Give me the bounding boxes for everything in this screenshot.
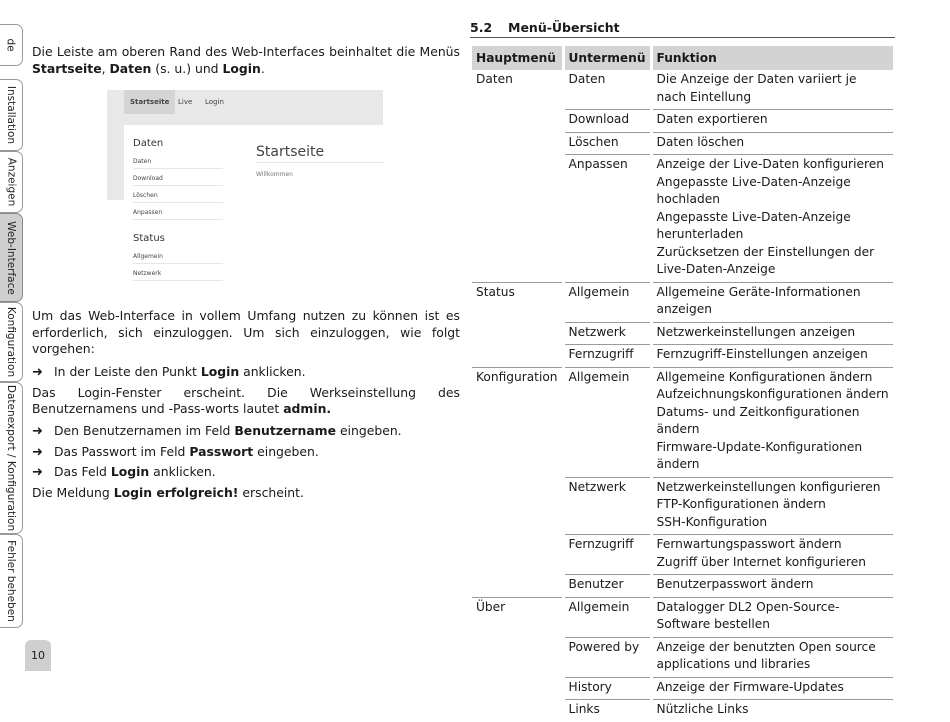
table-row <box>472 535 893 575</box>
cell-hauptmenue: Über <box>472 597 563 637</box>
tab-startseite[interactable]: Startseite <box>124 90 175 114</box>
cell-hauptmenue: Konfiguration <box>472 367 563 477</box>
menu-item-download[interactable]: Download <box>133 175 223 186</box>
cell-funktion: Daten exportieren <box>651 110 893 133</box>
left-column <box>32 44 460 77</box>
screenshot-left-margin <box>107 90 124 200</box>
tab-label: Konfiguration <box>5 306 17 378</box>
tab-konfiguration[interactable] <box>0 302 23 382</box>
cell-untermenue: Links <box>563 700 651 722</box>
cell-hauptmenue <box>472 677 563 700</box>
arrow-icon: ➜ <box>32 365 43 381</box>
tab-installation[interactable] <box>0 79 23 151</box>
table-header-row <box>472 46 893 70</box>
section-heading <box>470 20 895 38</box>
cell-hauptmenue <box>472 132 563 155</box>
table-row <box>472 132 893 155</box>
tab-label: Installation <box>5 85 17 145</box>
cell-hauptmenue <box>472 575 563 598</box>
cell-hauptmenue: Daten <box>476 72 513 86</box>
cell-funktion: Benutzerpasswort ändern <box>651 575 893 598</box>
cell-funktion: Fernwartungspasswort ändern Zugriff über Internet konfigurieren <box>651 535 893 575</box>
welcome-text: Willkommen <box>256 171 293 178</box>
cell-untermenue: Löschen <box>563 132 651 155</box>
table-row <box>472 110 893 133</box>
cell-funktion: Anzeige der Live-Daten konfigurieren Angepasste Live-Daten-Anzeige hochladen Angepasste Live-Daten-Anzeige herunterladen Zurücksetzen der Einstellungen der Live-Daten-Anzeige <box>651 155 893 283</box>
status-heading: Status <box>133 233 165 244</box>
tab-fehler-beheben[interactable] <box>0 534 23 628</box>
table-row <box>472 155 893 283</box>
table-row <box>472 345 893 368</box>
cell-hauptmenue <box>472 345 563 368</box>
login-window-paragraph: Das Login-Fenster erscheint. Die Werkseinstellung des Benutzernamens und -Pass-worts lautet admin. <box>32 384 460 417</box>
arrow-icon: ➜ <box>32 465 43 481</box>
success-paragraph: Die Meldung Login erfolgreich! erscheint. <box>32 484 304 500</box>
table-row <box>472 477 893 535</box>
cell-untermenue: Powered by <box>563 637 651 677</box>
step-item: ➜ Das Passwort im Feld Passwort eingeben. <box>32 443 319 460</box>
cell-funktion: Nützliche Links <box>651 700 893 722</box>
step-item: ➜ In der Leiste den Punkt Login anklicken. <box>32 364 306 381</box>
cell-funktion: Anzeige der benutzten Open source applications und libraries <box>651 637 893 677</box>
menu-item-daten[interactable]: Daten <box>133 158 223 169</box>
arrow-icon: ➜ <box>32 444 43 460</box>
tab-datenexport[interactable] <box>0 382 23 534</box>
menu-item-anpassen[interactable]: Anpassen <box>133 209 223 220</box>
step-item: ➜ Den Benutzernamen im Feld Benutzername eingeben. <box>32 423 402 440</box>
section-title: Menü-Übersicht <box>508 20 620 35</box>
section-number: 5.2 <box>470 20 493 35</box>
cell-untermenue: Fernzugriff <box>563 535 651 575</box>
tab-label: Anzeigen <box>5 157 18 207</box>
tab-label: Web-Interface <box>5 220 18 295</box>
tab-label: Fehler beheben <box>5 540 18 622</box>
cell-funktion: Anzeige der Firmware-Updates <box>651 677 893 700</box>
menu-item-allgemein[interactable]: Allgemein <box>133 253 223 264</box>
menu-overview-table <box>472 46 893 722</box>
cell-funktion: Netzwerkeinstellungen anzeigen <box>651 322 893 345</box>
cell-untermenue: Netzwerk <box>563 322 651 345</box>
cell-untermenue: Daten <box>563 70 651 110</box>
cell-untermenue: Download <box>563 110 651 133</box>
cell-untermenue: History <box>563 677 651 700</box>
cell-funktion: Die Anzeige der Daten variiert je nach Eintellung <box>651 70 893 110</box>
login-instructions <box>32 308 460 502</box>
tab-live[interactable]: Live <box>178 98 193 106</box>
web-interface-screenshot <box>107 90 383 292</box>
tab-web-interface[interactable] <box>0 213 23 302</box>
cell-untermenue: Anpassen <box>563 155 651 283</box>
cell-untermenue: Allgemein <box>563 367 651 477</box>
cell-funktion: Allgemeine Konfigurationen ändern Aufzeichnungskonfigurationen ändern Datums- und Zeitkonfigurationen ändern Firmware-Update-Konfigurationen ändern <box>651 367 893 477</box>
menu-item-netzwerk[interactable]: Netzwerk <box>133 270 223 281</box>
cell-hauptmenue <box>472 110 563 133</box>
cell-untermenue: Allgemein <box>563 597 651 637</box>
screenshot-content <box>124 125 383 292</box>
page-number: 10 <box>25 640 51 671</box>
cell-hauptmenue <box>472 477 563 535</box>
header-untermenue: Untermenü <box>563 46 651 70</box>
cell-hauptmenue <box>472 322 563 345</box>
tab-login[interactable]: Login <box>205 98 224 106</box>
header-hauptmenue: Hauptmenü <box>472 46 563 70</box>
cell-hauptmenue <box>472 637 563 677</box>
table-row <box>472 322 893 345</box>
cell-hauptmenue <box>472 700 563 722</box>
table-row <box>472 677 893 700</box>
table-row <box>472 597 893 637</box>
startseite-title: Startseite <box>256 144 384 163</box>
tab-label: Datenexport / Konfiguration <box>5 384 17 532</box>
intro-paragraph: Die Leiste am oberen Rand des Web-Interfaces beinhaltet die Menüs Startseite, Daten (s. u.) und Login. <box>32 44 460 76</box>
cell-untermenue: Fernzugriff <box>563 345 651 368</box>
cell-hauptmenue <box>472 535 563 575</box>
tab-anzeigen[interactable] <box>0 151 23 213</box>
cell-funktion: Daten löschen <box>651 132 893 155</box>
table-row <box>472 70 893 110</box>
cell-hauptmenue <box>472 155 563 283</box>
cell-untermenue: Benutzer <box>563 575 651 598</box>
cell-funktion: Netzwerkeinstellungen konfigurieren FTP-Konfigurationen ändern SSH-Konfiguration <box>651 477 893 535</box>
daten-heading: Daten <box>133 138 164 149</box>
table-row <box>472 282 893 322</box>
arrow-icon: ➜ <box>32 424 43 440</box>
cell-untermenue: Netzwerk <box>563 477 651 535</box>
cell-hauptmenue: Status <box>472 282 563 322</box>
cell-funktion: Fernzugriff-Einstellungen anzeigen <box>651 345 893 368</box>
login-paragraph: Um das Web-Interface in vollem Umfang nutzen zu können ist es erforderlich, sich einzuloggen. Um sich einzuloggen, wie folgt vorgehen: <box>32 308 460 357</box>
table-row <box>472 575 893 598</box>
tab-label: de <box>5 38 17 52</box>
table-row <box>472 637 893 677</box>
tab-language[interactable] <box>0 24 23 66</box>
cell-funktion: Allgemeine Geräte-Informationen anzeigen <box>651 282 893 322</box>
cell-funktion: Datalogger DL2 Open-Source-Software bestellen <box>651 597 893 637</box>
table-row <box>472 367 893 477</box>
step-item: ➜ Das Feld Login anklicken. <box>32 464 216 481</box>
menu-item-loeschen[interactable]: Löschen <box>133 192 223 203</box>
cell-untermenue: Allgemein <box>563 282 651 322</box>
table-row <box>472 700 893 722</box>
header-funktion: Funktion <box>651 46 893 70</box>
